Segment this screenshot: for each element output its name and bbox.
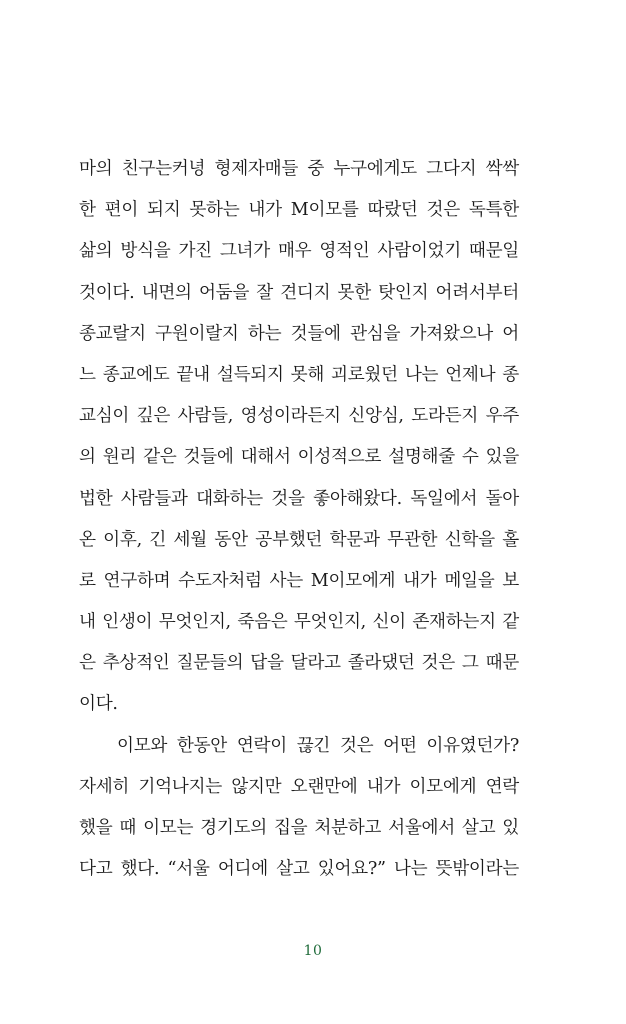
text-line: 교심이 깊은 사람들, 영성이라든지 신앙심, 도라든지 우주: [79, 406, 519, 427]
body-text: [79, 149, 519, 890]
paragraph-2: [79, 726, 519, 891]
text-line: 의 원리 같은 것들에 대해서 이성적으로 설명해줄 수 있을: [79, 447, 519, 468]
text-line: 내 인생이 무엇인지, 죽음은 무엇인지, 신이 존재하는지 같: [79, 612, 519, 633]
text-line: 자세히 기억나지는 않지만 오랜만에 내가 이모에게 연락: [79, 776, 519, 797]
text-line: 했을 때 이모는 경기도의 집을 처분하고 서울에서 살고 있: [79, 818, 519, 838]
text-line: 것이다. 내면의 어둠을 잘 견디지 못한 탓인지 어려서부터: [79, 282, 519, 303]
text-line: 느 종교에도 끝내 설득되지 못해 괴로웠던 나는 언제나 종: [79, 364, 519, 385]
text-line: 법한 사람들과 대화하는 것을 좋아해왔다. 독일에서 돌아: [79, 488, 519, 509]
text-line: 삶의 방식을 가진 그녀가 매우 영적인 사람이었기 때문일: [79, 241, 519, 262]
text-line: 온 이후, 긴 세월 동안 공부했던 학문과 무관한 신학을 홀: [79, 529, 519, 550]
text-line: 다고 했다. “서울 어디에 살고 있어요?” 나는 뜻밖이라는: [79, 859, 519, 880]
text-line: 이모와 한동안 연락이 끊긴 것은 어떤 이유였던가?: [117, 735, 519, 756]
text-line: 이다.: [79, 694, 118, 715]
text-line: 종교랄지 구원이랄지 하는 것들에 관심을 가져왔으나 어: [79, 323, 519, 344]
page-number: 10: [303, 943, 323, 959]
text-line: 마의 친구는커녕 형제자매들 중 누구에게도 그다지 싹싹: [79, 159, 519, 179]
text-line: 은 추상적인 질문들의 답을 달라고 졸라댔던 것은 그 때문: [79, 653, 519, 674]
text-line: 로 연구하며 수도자처럼 사는 M이모에게 내가 메일을 보: [79, 570, 519, 591]
text-line: 한 편이 되지 못하는 내가 M이모를 따랐던 것은 독특한: [79, 200, 519, 221]
paragraph-1: [79, 149, 519, 726]
